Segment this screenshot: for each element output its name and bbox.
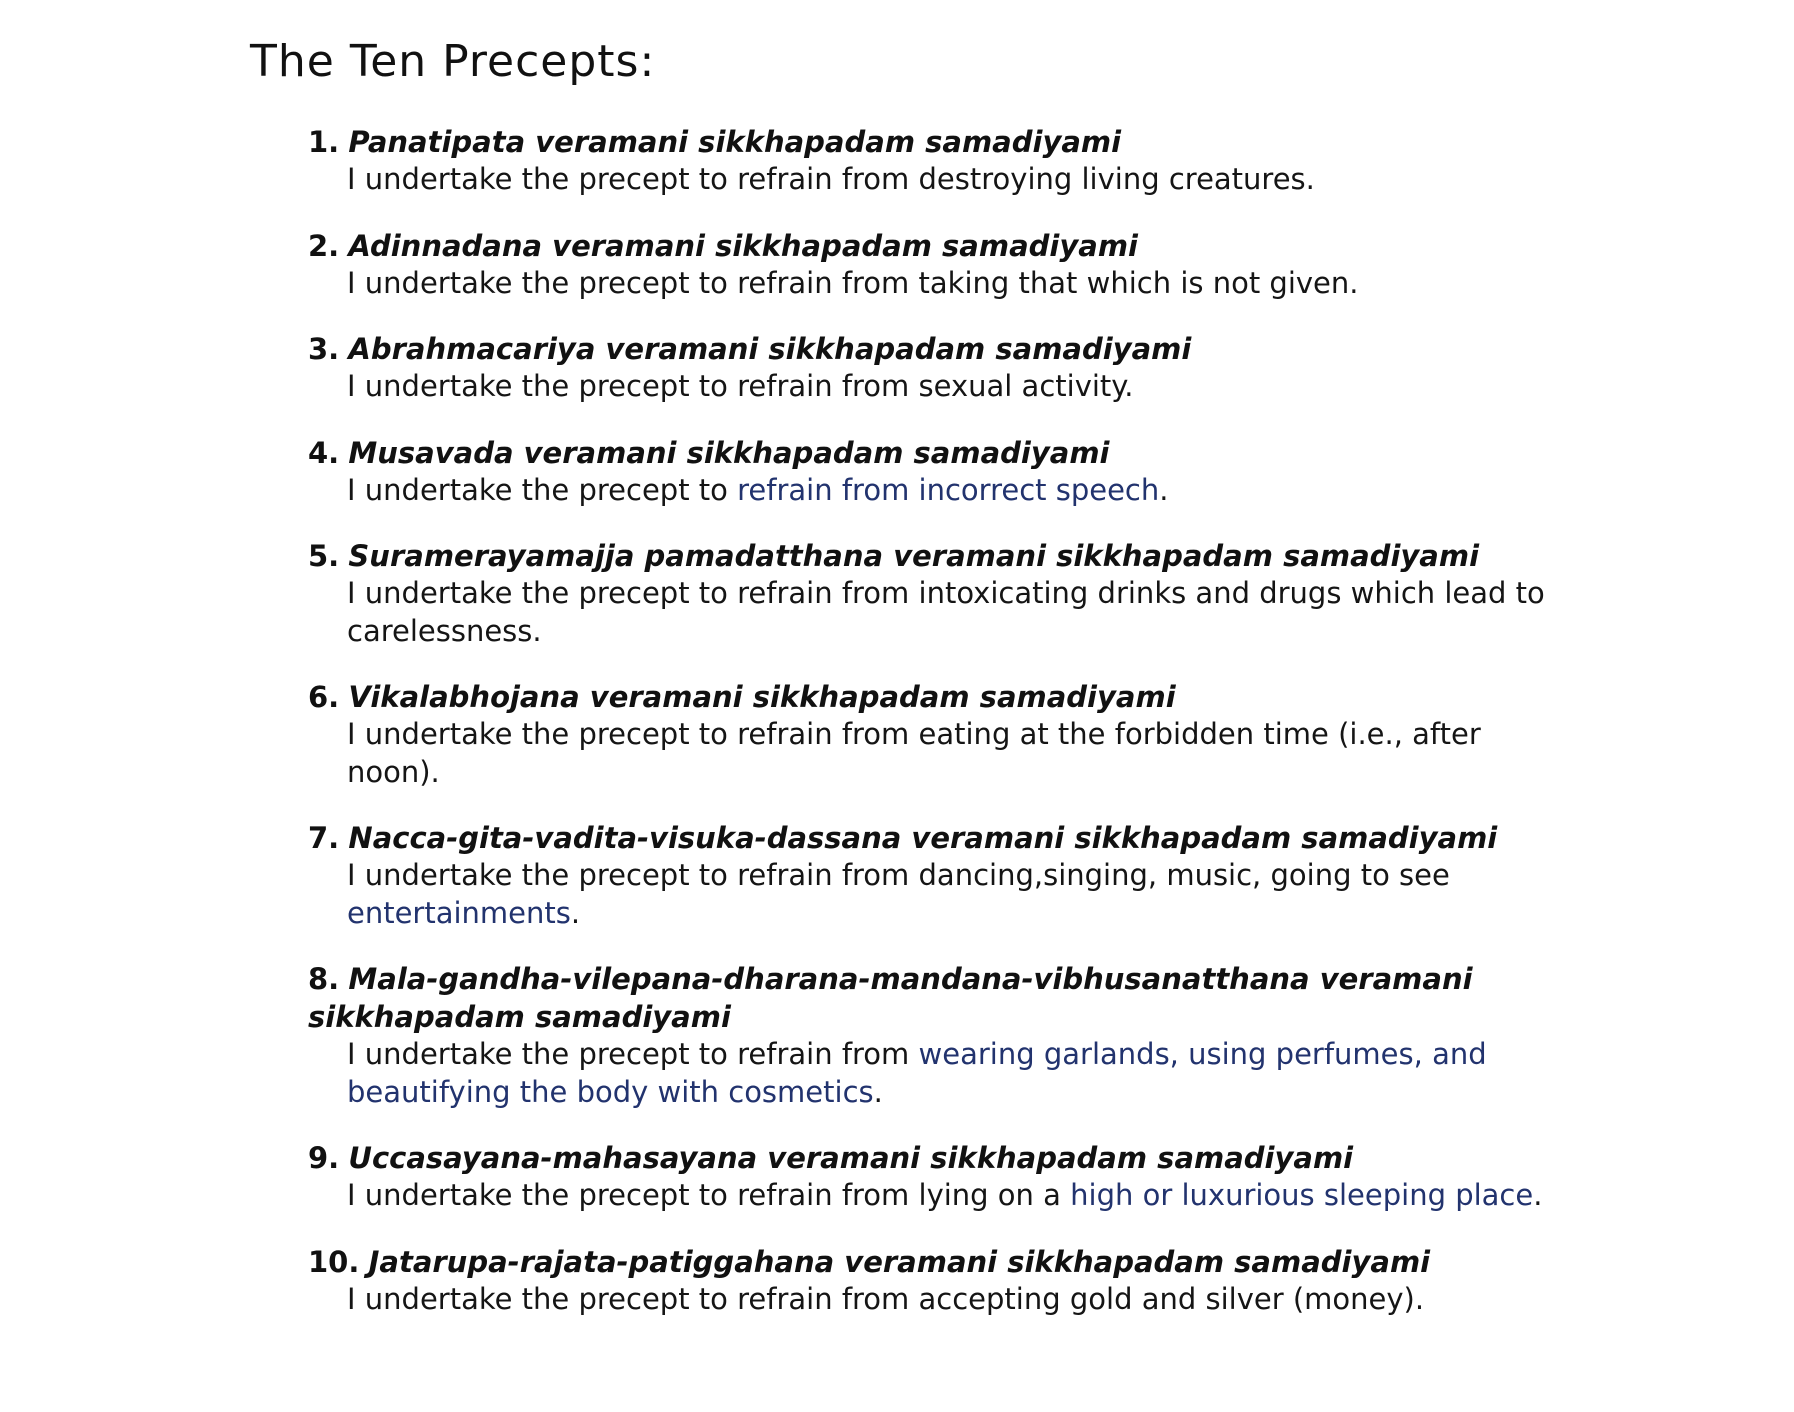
english-text: I undertake the precept to refrain from eating at the forbidden time (i.e., after noon). (347, 717, 1481, 789)
english-text: I undertake the precept to (347, 472, 738, 507)
precept-item (308, 227, 1548, 303)
precept-item (308, 123, 1548, 199)
english-translation (347, 857, 1548, 932)
pali-text: Panatipata veramani sikkhapadam samadiyami (348, 125, 1122, 159)
english-text: I undertake the precept to refrain from dancing,singing, music, going to see (347, 858, 1450, 892)
punctuation: . (570, 895, 581, 930)
pali-line (308, 123, 1548, 161)
precept-item (308, 330, 1548, 406)
punctuation: . (873, 1074, 883, 1109)
precept-number: 9. (308, 1141, 340, 1175)
precept-number: 1. (308, 125, 340, 159)
english-translation (347, 368, 1548, 406)
english-text: I undertake the precept to refrain from lying on a (347, 1178, 1071, 1212)
pali-line (308, 227, 1548, 265)
pali-text: Suramerayamajja pamadatthana veramani sikkhapadam samadiyami (348, 539, 1480, 573)
english-translation (347, 575, 1548, 650)
english-text: I undertake the precept to refrain from destroying living creatures. (347, 162, 1315, 196)
pali-text: Adinnadana veramani sikkhapadam samadiyami (348, 228, 1138, 263)
precept-item (308, 678, 1548, 791)
english-text: I undertake the precept to refrain from (347, 1037, 919, 1071)
precept-number: 5. (308, 539, 340, 573)
english-translation (347, 161, 1548, 199)
precept-link[interactable]: entertainments (347, 895, 571, 930)
pali-text: Nacca-gita-vadita-visuka-dassana veramani sikkhapadam samadiyami (348, 821, 1498, 855)
pali-line (308, 819, 1548, 857)
precept-item (308, 434, 1548, 510)
english-translation (347, 716, 1548, 791)
pali-line (308, 960, 1548, 1036)
precept-item (308, 819, 1548, 932)
pali-line (308, 537, 1548, 575)
english-text: I undertake the precept to refrain from taking that which is not given. (347, 265, 1359, 300)
english-translation (347, 472, 1548, 510)
precept-link[interactable]: high or luxurious sleeping place (1070, 1178, 1534, 1212)
english-text: I undertake the precept to refrain from intoxicating drinks and drugs which lead to carelessness. (347, 576, 1545, 648)
punctuation: . (1533, 1178, 1543, 1212)
precept-number: 8. (308, 962, 340, 996)
precept-item (308, 1243, 1548, 1319)
precept-number: 6. (308, 680, 340, 714)
english-translation (347, 265, 1548, 303)
pali-text: Abrahmacariya veramani sikkhapadam samadiyami (348, 332, 1192, 366)
pali-text: Jatarupa-rajata-patiggahana veramani sikkhapadam samadiyami (368, 1244, 1431, 1279)
precept-list (308, 123, 1548, 1346)
precept-number: 3. (308, 332, 340, 366)
precept-item (308, 960, 1548, 1111)
precept-number: 2. (308, 228, 340, 263)
precept-number: 4. (308, 435, 340, 470)
english-translation (347, 1281, 1548, 1319)
pali-text: Uccasayana-mahasayana veramani sikkhapadam samadiyami (348, 1141, 1354, 1175)
pali-text: Musavada veramani sikkhapadam samadiyami (348, 435, 1110, 470)
precept-number: 10. (308, 1244, 360, 1279)
precept-number: 7. (308, 821, 340, 855)
punctuation: . (1159, 472, 1169, 507)
pali-line (308, 1139, 1548, 1177)
pali-line (308, 434, 1548, 472)
pali-line (308, 1243, 1548, 1281)
english-text: I undertake the precept to refrain from sexual activity. (347, 369, 1134, 403)
pali-text: Vikalabhojana veramani sikkhapadam samadiyami (348, 680, 1176, 714)
pali-line (308, 330, 1548, 368)
english-text: I undertake the precept to refrain from accepting gold and silver (money). (347, 1281, 1425, 1316)
precept-item (308, 537, 1548, 650)
precept-link[interactable]: refrain from incorrect speech (737, 472, 1160, 507)
pali-line (308, 678, 1548, 716)
precept-link[interactable]: wearing garlands, using perfumes, and beautifying the body with cosmetics (347, 1037, 1487, 1109)
page-title: The Ten Precepts: (250, 36, 656, 87)
precept-item (308, 1139, 1548, 1215)
pali-text: Mala-gandha-vilepana-dharana-mandana-vibhusanatthana veramani sikkhapadam samadiyami (308, 962, 1473, 1034)
english-translation (347, 1177, 1548, 1215)
english-translation (347, 1036, 1548, 1111)
